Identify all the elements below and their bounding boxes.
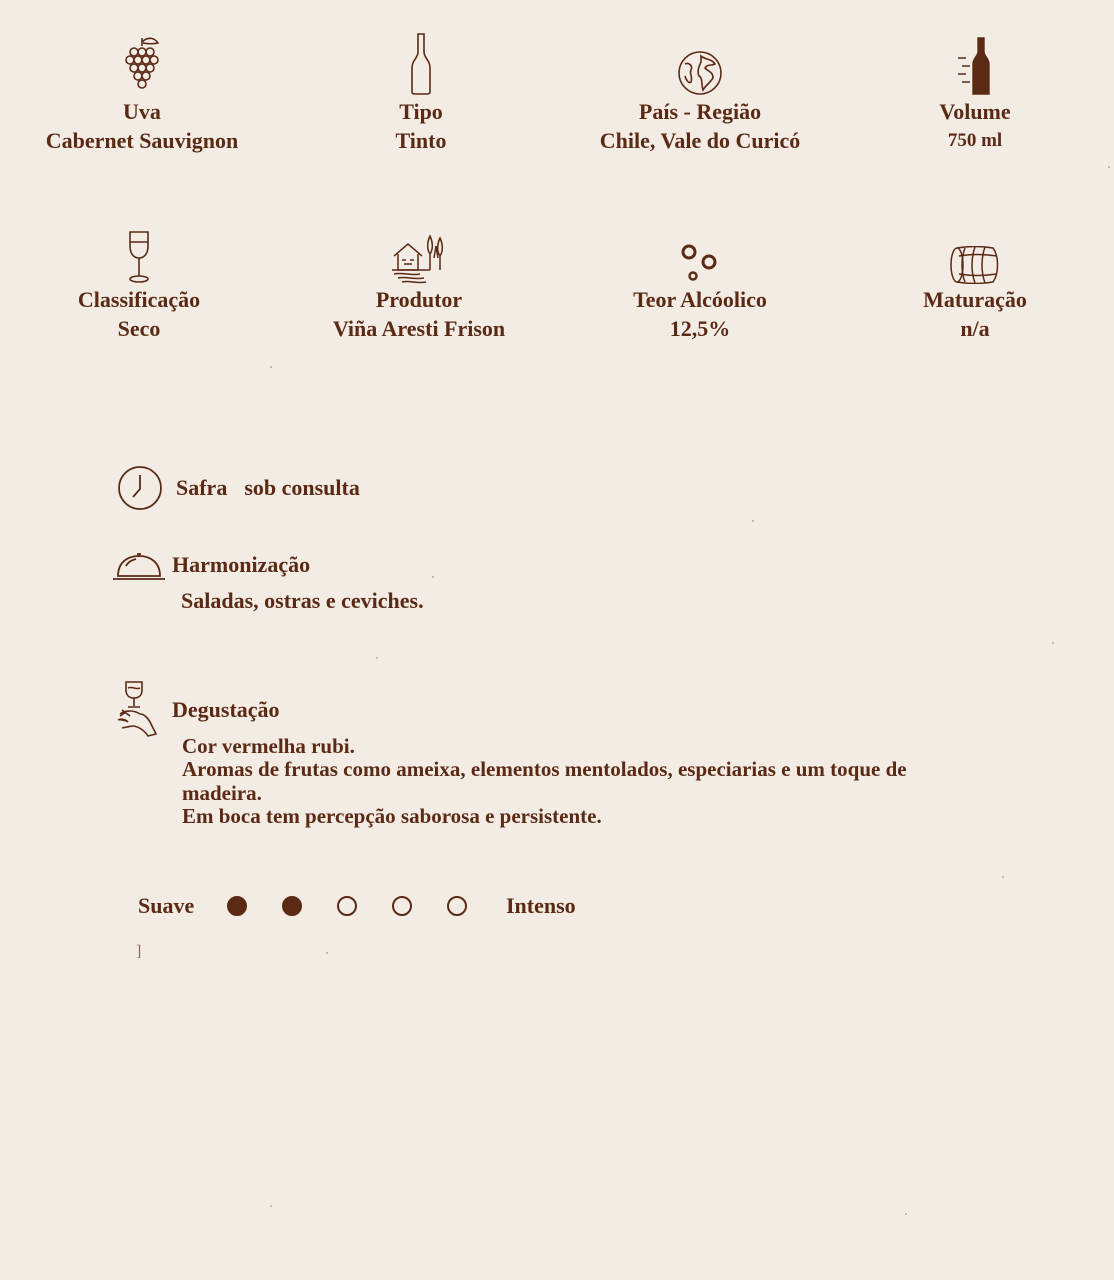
bottle-outline-icon xyxy=(291,32,551,96)
spec-type xyxy=(291,32,551,156)
intensity-dots xyxy=(227,896,502,916)
spec-label: Tipo xyxy=(399,99,443,124)
safra-value: sob consulta xyxy=(244,475,360,500)
spec-label: Maturação xyxy=(923,287,1027,312)
intensity-scale xyxy=(138,893,576,919)
spec-value: n/a xyxy=(960,316,990,341)
bubbles-icon xyxy=(570,220,830,284)
spec-volume xyxy=(845,32,1105,156)
spec-value: 750 ml xyxy=(947,130,1003,151)
spec-label: País - Região xyxy=(638,99,762,124)
degustacao-label: Degustação xyxy=(172,697,280,722)
spec-label: Teor Alcóolico xyxy=(633,287,767,312)
spec-value: Cabernet Sauvignon xyxy=(45,128,239,153)
spec-label: Uva xyxy=(123,99,161,124)
cloche-icon xyxy=(112,548,166,582)
wine-glass-icon xyxy=(9,220,269,284)
degustacao-notes xyxy=(182,735,982,828)
safra-label: Safra xyxy=(176,475,228,500)
tasting-hand-icon xyxy=(116,680,162,738)
spec-label: Volume xyxy=(939,99,1011,124)
spec-producer xyxy=(289,220,549,344)
spec-alcohol xyxy=(570,220,830,344)
bottle-volume-icon xyxy=(845,32,1105,96)
spec-value: 12,5% xyxy=(669,316,731,341)
tasting-note: Em boca tem percepção saborosa e persistente. xyxy=(182,803,602,828)
spec-label: Produtor xyxy=(375,287,463,312)
globe-icon xyxy=(570,32,830,96)
winery-icon xyxy=(289,220,549,284)
harmonizacao-label: Harmonização xyxy=(172,552,311,577)
grape-icon xyxy=(12,32,272,96)
barrel-icon xyxy=(845,220,1105,284)
spec-classification xyxy=(9,220,269,344)
spec-maturation xyxy=(845,220,1105,344)
spec-grape xyxy=(12,32,272,156)
spec-value: Chile, Vale do Curicó xyxy=(599,128,801,153)
harmonizacao-heading xyxy=(112,548,310,582)
intensity-dot-empty xyxy=(447,896,467,916)
spec-value: Seco xyxy=(117,316,161,341)
tasting-note: Cor vermelha rubi. xyxy=(182,734,355,758)
stray-mark: ] xyxy=(136,943,142,960)
intensity-dot-empty xyxy=(337,896,357,916)
safra-row xyxy=(117,465,360,511)
harmonizacao-text: Saladas, ostras e ceviches. xyxy=(181,588,424,613)
intensity-min-label: Suave xyxy=(138,893,195,918)
spec-value: Viña Aresti Frison xyxy=(332,316,506,341)
tasting-note: Aromas de frutas como ameixa, elementos mentolados, especiarias e um toque de madeira. xyxy=(182,757,907,805)
spec-region xyxy=(570,32,830,156)
degustacao-heading xyxy=(116,680,280,738)
intensity-dot-filled xyxy=(282,896,302,916)
spec-value: Tinto xyxy=(395,128,447,153)
spec-label: Classificação xyxy=(77,287,201,312)
clock-icon xyxy=(117,465,163,511)
intensity-max-label: Intenso xyxy=(506,893,576,918)
intensity-dot-filled xyxy=(227,896,247,916)
intensity-dot-empty xyxy=(392,896,412,916)
